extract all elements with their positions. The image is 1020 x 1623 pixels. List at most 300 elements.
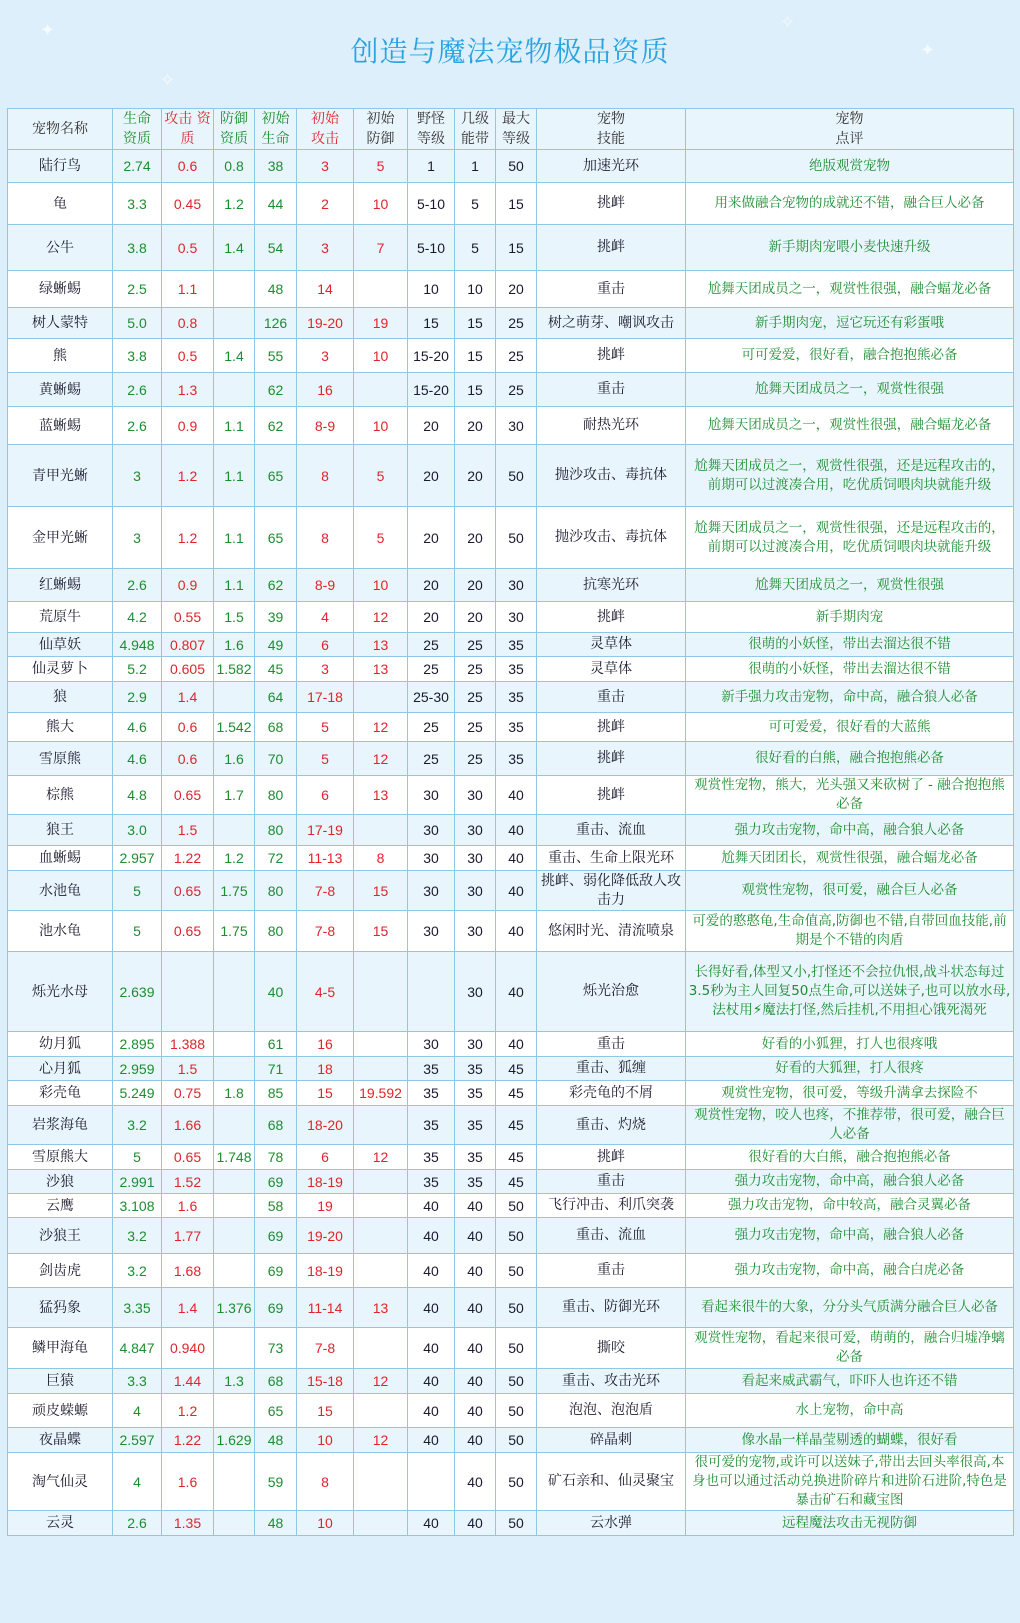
cell-lvl	[408, 1453, 455, 1511]
cell-def: 1.2	[214, 846, 255, 871]
cell-max: 40	[496, 846, 537, 871]
cell-max: 50	[496, 1328, 537, 1369]
cell-def: 1.75	[214, 871, 255, 911]
cell-atk: 0.6	[162, 713, 214, 742]
cell-idef: 13	[354, 1288, 408, 1328]
cell-ihp: 48	[255, 1511, 297, 1536]
cell-max: 40	[496, 871, 537, 911]
cell-lvl: 15-20	[408, 339, 455, 373]
cell-comment: 尬舞天团团长，观赏性很强，融合蝠龙必备	[686, 846, 1014, 871]
cell-ihp: 126	[255, 308, 297, 339]
table-row	[8, 1254, 1014, 1288]
table-row	[8, 1057, 1014, 1081]
cell-max: 45	[496, 1170, 537, 1194]
cell-band: 40	[455, 1511, 496, 1536]
cell-def	[214, 1254, 255, 1288]
header-init-atk: 初始 攻击	[297, 109, 354, 150]
cell-skill: 挑衅	[537, 776, 686, 815]
sparkle-icon: ✧	[160, 70, 176, 91]
cell-max: 45	[496, 1106, 537, 1145]
cell-lvl: 1	[408, 150, 455, 183]
cell-skill: 撕咬	[537, 1328, 686, 1369]
cell-skill: 灵草体	[537, 657, 686, 682]
cell-skill: 重击、流血	[537, 815, 686, 846]
cell-iatk: 17-19	[297, 815, 354, 846]
cell-band: 40	[455, 1194, 496, 1218]
cell-band: 40	[455, 1453, 496, 1511]
cell-ihp: 68	[255, 713, 297, 742]
cell-band: 30	[455, 815, 496, 846]
cell-ihp: 48	[255, 1428, 297, 1453]
cell-hp: 5.2	[113, 657, 162, 682]
cell-comment: 可爱的憨憨龟,生命值高,防御也不错,自带回血技能,前期是个不错的肉盾	[686, 911, 1014, 952]
cell-name: 陆行鸟	[8, 150, 113, 183]
cell-idef: 12	[354, 742, 408, 776]
table-row	[8, 225, 1014, 271]
cell-ihp: 65	[255, 1394, 297, 1428]
cell-iatk: 18-19	[297, 1254, 354, 1288]
cell-ihp: 80	[255, 776, 297, 815]
table-row	[8, 911, 1014, 952]
cell-idef: 19	[354, 308, 408, 339]
cell-name: 岩浆海龟	[8, 1106, 113, 1145]
table-row	[8, 1288, 1014, 1328]
cell-iatk: 6	[297, 1145, 354, 1170]
cell-skill: 耐热光环	[537, 407, 686, 445]
cell-iatk: 16	[297, 1032, 354, 1057]
cell-band: 30	[455, 1032, 496, 1057]
cell-ihp: 62	[255, 373, 297, 407]
cell-atk: 1.5	[162, 1057, 214, 1081]
table-row	[8, 871, 1014, 911]
cell-lvl: 40	[408, 1369, 455, 1394]
cell-atk: 0.5	[162, 225, 214, 271]
cell-ihp: 69	[255, 1288, 297, 1328]
cell-atk: 0.940	[162, 1328, 214, 1369]
cell-def	[214, 1170, 255, 1194]
cell-max: 40	[496, 776, 537, 815]
cell-lvl: 20	[408, 507, 455, 569]
cell-band: 40	[455, 1428, 496, 1453]
cell-hp: 4.6	[113, 742, 162, 776]
cell-name: 红蜥蜴	[8, 569, 113, 602]
cell-def	[214, 373, 255, 407]
cell-lvl: 35	[408, 1145, 455, 1170]
cell-band: 30	[455, 911, 496, 952]
cell-def	[214, 308, 255, 339]
cell-comment: 看起来威武霸气，吓吓人也许还不错	[686, 1369, 1014, 1394]
cell-comment: 远程魔法攻击无视防御	[686, 1511, 1014, 1536]
cell-name: 荒原牛	[8, 602, 113, 633]
cell-iatk: 6	[297, 633, 354, 657]
cell-band: 30	[455, 952, 496, 1032]
cell-lvl: 35	[408, 1170, 455, 1194]
cell-idef: 13	[354, 633, 408, 657]
cell-hp: 5	[113, 871, 162, 911]
cell-lvl: 30	[408, 1032, 455, 1057]
cell-band: 30	[455, 776, 496, 815]
cell-iatk: 3	[297, 657, 354, 682]
table-row	[8, 445, 1014, 507]
cell-max: 50	[496, 1218, 537, 1254]
cell-band: 35	[455, 1057, 496, 1081]
cell-atk: 1.35	[162, 1511, 214, 1536]
cell-idef: 5	[354, 507, 408, 569]
cell-hp: 2.74	[113, 150, 162, 183]
cell-ihp: 39	[255, 602, 297, 633]
cell-def: 1.6	[214, 742, 255, 776]
cell-iatk: 3	[297, 339, 354, 373]
cell-atk: 1.2	[162, 445, 214, 507]
cell-def: 1.582	[214, 657, 255, 682]
cell-hp: 3.8	[113, 225, 162, 271]
cell-comment: 新手期肉宠喂小麦快速升级	[686, 225, 1014, 271]
cell-max: 25	[496, 339, 537, 373]
cell-name: 熊	[8, 339, 113, 373]
cell-atk: 0.6	[162, 150, 214, 183]
cell-name: 烁光水母	[8, 952, 113, 1032]
table-row	[8, 339, 1014, 373]
table-row	[8, 602, 1014, 633]
table-row	[8, 569, 1014, 602]
cell-lvl: 40	[408, 1428, 455, 1453]
cell-lvl: 25	[408, 742, 455, 776]
cell-idef	[354, 1170, 408, 1194]
cell-max: 25	[496, 373, 537, 407]
cell-idef	[354, 1394, 408, 1428]
cell-band: 15	[455, 339, 496, 373]
cell-atk: 1.44	[162, 1369, 214, 1394]
page-title: 创造与魔法宠物极品资质	[350, 35, 670, 68]
cell-hp: 2.6	[113, 373, 162, 407]
cell-comment: 好看的大狐狸，打人很疼	[686, 1057, 1014, 1081]
cell-ihp: 70	[255, 742, 297, 776]
cell-idef	[354, 815, 408, 846]
cell-band: 25	[455, 633, 496, 657]
cell-ihp: 80	[255, 871, 297, 911]
cell-max: 35	[496, 633, 537, 657]
sparkle-icon: ✧	[780, 12, 796, 33]
cell-iatk: 3	[297, 225, 354, 271]
cell-def	[214, 271, 255, 308]
cell-iatk: 10	[297, 1511, 354, 1536]
cell-def	[214, 815, 255, 846]
cell-lvl: 30	[408, 776, 455, 815]
cell-hp: 2.895	[113, 1032, 162, 1057]
header-max-level: 最大 等级	[496, 109, 537, 150]
cell-ihp: 59	[255, 1453, 297, 1511]
cell-ihp: 69	[255, 1254, 297, 1288]
table-row	[8, 407, 1014, 445]
cell-name: 雪原熊	[8, 742, 113, 776]
cell-max: 50	[496, 1369, 537, 1394]
cell-skill: 彩壳龟的不屑	[537, 1081, 686, 1106]
cell-ihp: 45	[255, 657, 297, 682]
cell-idef: 8	[354, 846, 408, 871]
cell-def: 1.1	[214, 445, 255, 507]
cell-iatk: 7-8	[297, 871, 354, 911]
cell-iatk: 11-14	[297, 1288, 354, 1328]
cell-name: 公牛	[8, 225, 113, 271]
cell-idef: 5	[354, 445, 408, 507]
table-row	[8, 1428, 1014, 1453]
cell-hp: 3	[113, 507, 162, 569]
cell-atk: 0.75	[162, 1081, 214, 1106]
cell-hp: 3.3	[113, 183, 162, 225]
cell-skill: 挑衅	[537, 1145, 686, 1170]
cell-lvl: 20	[408, 569, 455, 602]
cell-name: 顽皮蝾螈	[8, 1394, 113, 1428]
cell-name: 熊大	[8, 713, 113, 742]
cell-band: 40	[455, 1328, 496, 1369]
cell-ihp: 78	[255, 1145, 297, 1170]
header-wild-level: 野怪 等级	[408, 109, 455, 150]
cell-hp: 3.2	[113, 1254, 162, 1288]
cell-skill: 重击、生命上限光环	[537, 846, 686, 871]
cell-skill: 重击、狐缠	[537, 1057, 686, 1081]
cell-hp: 3.0	[113, 815, 162, 846]
cell-ihp: 69	[255, 1218, 297, 1254]
cell-iatk: 2	[297, 183, 354, 225]
cell-atk: 0.9	[162, 569, 214, 602]
cell-lvl: 40	[408, 1194, 455, 1218]
cell-iatk: 19	[297, 1194, 354, 1218]
cell-def	[214, 1057, 255, 1081]
cell-band: 25	[455, 682, 496, 713]
cell-ihp: 68	[255, 1369, 297, 1394]
cell-ihp: 49	[255, 633, 297, 657]
cell-skill: 飞行冲击、利爪突袭	[537, 1194, 686, 1218]
table-row	[8, 1328, 1014, 1369]
cell-max: 40	[496, 815, 537, 846]
cell-def: 0.8	[214, 150, 255, 183]
header-hp-quality: 生命 资质	[113, 109, 162, 150]
cell-idef	[354, 373, 408, 407]
cell-lvl: 30	[408, 815, 455, 846]
cell-skill: 重击、攻击光环	[537, 1369, 686, 1394]
cell-def: 1.75	[214, 911, 255, 952]
cell-band: 25	[455, 657, 496, 682]
sparkle-icon: ✦	[40, 20, 56, 41]
cell-lvl: 40	[408, 1254, 455, 1288]
cell-lvl: 35	[408, 1081, 455, 1106]
cell-lvl: 40	[408, 1328, 455, 1369]
cell-hp: 2.5	[113, 271, 162, 308]
cell-idef: 7	[354, 225, 408, 271]
cell-ihp: 65	[255, 445, 297, 507]
cell-comment: 看起来很牛的大象，分分头气质满分融合巨人必备	[686, 1288, 1014, 1328]
cell-atk: 1.3	[162, 373, 214, 407]
cell-skill: 烁光治愈	[537, 952, 686, 1032]
cell-idef	[354, 1194, 408, 1218]
cell-band: 25	[455, 742, 496, 776]
cell-skill: 抗寒光环	[537, 569, 686, 602]
cell-skill: 挑衅	[537, 713, 686, 742]
cell-def: 1.376	[214, 1288, 255, 1328]
cell-atk: 0.9	[162, 407, 214, 445]
header-comment: 宠物 点评	[686, 109, 1014, 150]
pet-quality-table	[7, 108, 1014, 1536]
cell-hp: 2.6	[113, 1511, 162, 1536]
cell-idef: 13	[354, 657, 408, 682]
cell-iatk: 8-9	[297, 569, 354, 602]
cell-idef	[354, 1057, 408, 1081]
cell-max: 25	[496, 308, 537, 339]
cell-comment: 尬舞天团成员之一，观赏性很强，融合蝠龙必备	[686, 407, 1014, 445]
cell-idef	[354, 1328, 408, 1369]
cell-atk: 0.65	[162, 871, 214, 911]
cell-ihp: 72	[255, 846, 297, 871]
cell-lvl: 25	[408, 713, 455, 742]
cell-hp: 3.8	[113, 339, 162, 373]
cell-atk: 0.8	[162, 308, 214, 339]
cell-name: 金甲光蜥	[8, 507, 113, 569]
cell-skill: 挑衅	[537, 602, 686, 633]
cell-band: 40	[455, 1254, 496, 1288]
cell-hp: 2.6	[113, 407, 162, 445]
cell-def	[214, 1194, 255, 1218]
cell-hp: 5	[113, 1145, 162, 1170]
cell-comment: 很好看的白熊，融合抱抱熊必备	[686, 742, 1014, 776]
cell-lvl: 40	[408, 1511, 455, 1536]
cell-max: 35	[496, 713, 537, 742]
cell-name: 心月狐	[8, 1057, 113, 1081]
cell-iatk: 3	[297, 150, 354, 183]
cell-comment: 观赏性宠物，熊大，光头强又来砍树了 - 融合抱抱熊必备	[686, 776, 1014, 815]
cell-max: 45	[496, 1081, 537, 1106]
header-skill: 宠物 技能	[537, 109, 686, 150]
cell-skill: 重击	[537, 1032, 686, 1057]
cell-max: 50	[496, 1254, 537, 1288]
cell-max: 50	[496, 1428, 537, 1453]
table-row	[8, 507, 1014, 569]
cell-name: 雪原熊大	[8, 1145, 113, 1170]
table-row	[8, 1145, 1014, 1170]
cell-lvl: 35	[408, 1106, 455, 1145]
cell-hp: 5.0	[113, 308, 162, 339]
cell-hp: 3.108	[113, 1194, 162, 1218]
cell-skill: 灵草体	[537, 633, 686, 657]
cell-skill: 悠闲时光、清流喷泉	[537, 911, 686, 952]
cell-atk: 1.77	[162, 1218, 214, 1254]
cell-skill: 重击	[537, 682, 686, 713]
cell-band: 30	[455, 871, 496, 911]
cell-ihp: 55	[255, 339, 297, 373]
cell-iatk: 15	[297, 1394, 354, 1428]
cell-comment: 很萌的小妖怪，带出去溜达很不错	[686, 657, 1014, 682]
cell-iatk: 16	[297, 373, 354, 407]
cell-comment: 强力攻击宠物，命中高，融合白虎必备	[686, 1254, 1014, 1288]
cell-max: 35	[496, 657, 537, 682]
cell-comment: 尬舞天团成员之一，观赏性很强	[686, 569, 1014, 602]
cell-idef	[354, 1032, 408, 1057]
cell-max: 40	[496, 911, 537, 952]
cell-band: 25	[455, 713, 496, 742]
cell-ihp: 73	[255, 1328, 297, 1369]
cell-comment: 像水晶一样晶莹剔透的蝴蝶，很好看	[686, 1428, 1014, 1453]
cell-idef: 15	[354, 911, 408, 952]
header-band-level: 几级 能带	[455, 109, 496, 150]
cell-name: 仙灵萝卜	[8, 657, 113, 682]
cell-iatk: 15	[297, 1081, 354, 1106]
cell-def: 1.8	[214, 1081, 255, 1106]
header-atk-quality: 攻击 资 质	[162, 109, 214, 150]
cell-hp: 4.2	[113, 602, 162, 633]
cell-atk: 0.6	[162, 742, 214, 776]
header-name: 宠物名称	[8, 109, 113, 150]
cell-max: 45	[496, 1145, 537, 1170]
cell-name: 淘气仙灵	[8, 1453, 113, 1511]
cell-iatk: 5	[297, 742, 354, 776]
cell-lvl: 20	[408, 407, 455, 445]
cell-comment: 可可爱爱，很好看，融合抱抱熊必备	[686, 339, 1014, 373]
cell-comment: 观赏性宠物，很可爱，融合巨人必备	[686, 871, 1014, 911]
cell-name: 鳞甲海龟	[8, 1328, 113, 1369]
cell-lvl: 35	[408, 1057, 455, 1081]
cell-atk	[162, 952, 214, 1032]
cell-hp: 5.249	[113, 1081, 162, 1106]
cell-lvl: 25	[408, 633, 455, 657]
cell-lvl: 40	[408, 1394, 455, 1428]
header-def-quality: 防御 资质	[214, 109, 255, 150]
cell-comment: 强力攻击宠物，命中高，融合狼人必备	[686, 815, 1014, 846]
cell-atk: 1.22	[162, 1428, 214, 1453]
header-init-def: 初始 防御	[354, 109, 408, 150]
cell-def: 1.1	[214, 407, 255, 445]
cell-iatk: 18	[297, 1057, 354, 1081]
cell-idef: 13	[354, 776, 408, 815]
table-row	[8, 846, 1014, 871]
cell-comment: 强力攻击宠物，命中较高，融合灵翼必备	[686, 1194, 1014, 1218]
cell-lvl: 20	[408, 602, 455, 633]
cell-atk: 0.65	[162, 1145, 214, 1170]
cell-lvl	[408, 952, 455, 1032]
cell-comment: 新手期肉宠	[686, 602, 1014, 633]
cell-hp: 2.991	[113, 1170, 162, 1194]
cell-name: 仙草妖	[8, 633, 113, 657]
cell-atk: 0.65	[162, 911, 214, 952]
cell-band: 15	[455, 373, 496, 407]
cell-lvl: 30	[408, 846, 455, 871]
cell-iatk: 8	[297, 445, 354, 507]
cell-skill: 挑衅	[537, 339, 686, 373]
cell-hp: 4.8	[113, 776, 162, 815]
cell-def: 1.1	[214, 569, 255, 602]
table-row	[8, 1032, 1014, 1057]
cell-skill: 重击	[537, 1254, 686, 1288]
cell-max: 35	[496, 742, 537, 776]
table-row	[8, 1170, 1014, 1194]
cell-comment: 长得好看,体型又小,打怪还不会拉仇恨,战斗状态每过3.5秒为主人回复50点生命,可以送妹子,也可以放水母,法杖用⚡魔法打怪,然后挂机,不用担心饿死渴死	[686, 952, 1014, 1032]
cell-name: 狼	[8, 682, 113, 713]
cell-comment: 尬舞天团成员之一，观赏性很强，还是远程攻击的，前期可以过渡凑合用，吃优质饲喂肉块就能升级	[686, 445, 1014, 507]
cell-hp: 2.9	[113, 682, 162, 713]
cell-max: 50	[496, 445, 537, 507]
cell-def	[214, 952, 255, 1032]
cell-atk: 0.807	[162, 633, 214, 657]
cell-iatk: 4	[297, 602, 354, 633]
cell-idef	[354, 1218, 408, 1254]
cell-name: 幼月狐	[8, 1032, 113, 1057]
cell-band: 10	[455, 271, 496, 308]
table-row	[8, 742, 1014, 776]
cell-lvl: 10	[408, 271, 455, 308]
cell-band: 35	[455, 1106, 496, 1145]
cell-lvl: 5-10	[408, 225, 455, 271]
cell-hp: 4.847	[113, 1328, 162, 1369]
cell-skill: 重击	[537, 1170, 686, 1194]
cell-comment: 好看的小狐狸，打人也很疼哦	[686, 1032, 1014, 1057]
